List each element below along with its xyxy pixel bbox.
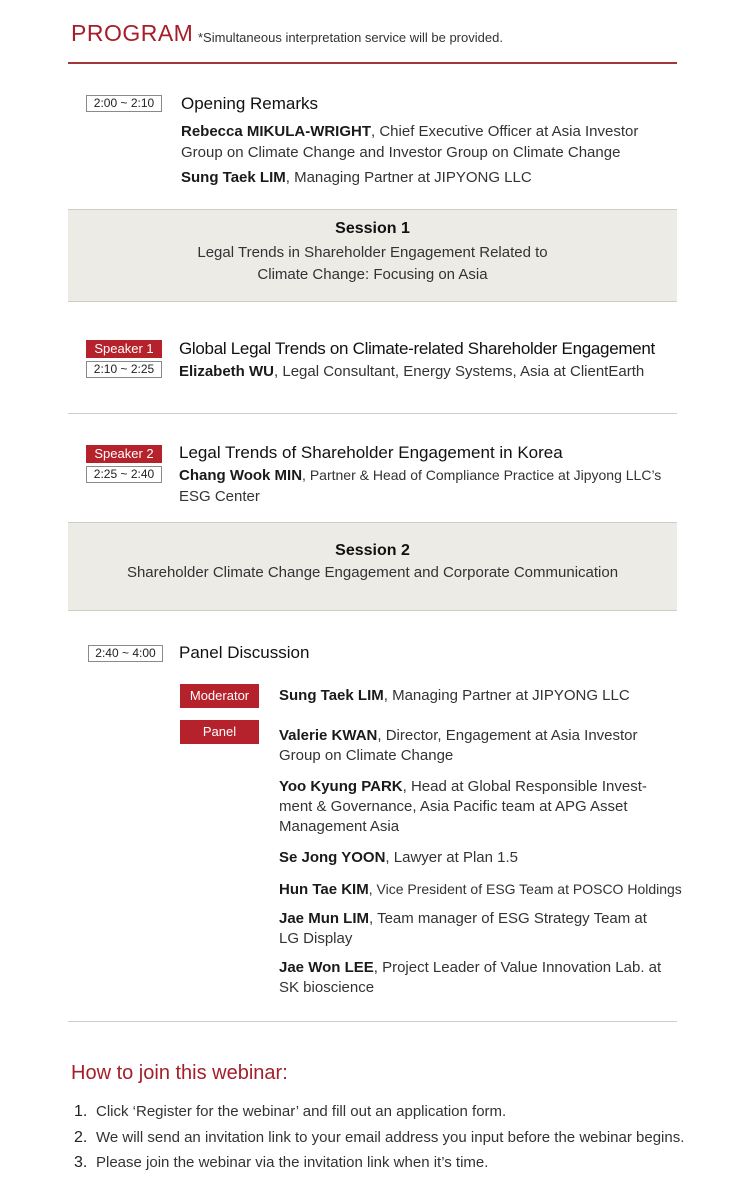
time-badge-talk-1: 2:10 ~ 2:25 (86, 361, 162, 378)
join-step-3: 3. Please join the webinar via the invitation link when it’s time. (74, 1154, 489, 1171)
panelist-entry: Yoo Kyung PARK, Head at Global Responsible Invest- ment & Governance, Asia Pacific team at APG Asset Management Asia (279, 778, 647, 835)
panel-title: Panel Discussion (179, 643, 310, 662)
session-1-title: Session 1 (335, 220, 410, 237)
interpretation-note: *Simultaneous interpretation service will be provided. (198, 30, 503, 45)
header-divider (68, 62, 677, 64)
time-badge-opening: 2:00 ~ 2:10 (86, 95, 162, 112)
how-to-join-heading: How to join this webinar: (71, 1062, 288, 1084)
talk-2-speaker: Chang Wook MIN, Partner & Head of Compliance Practice at Jipyong LLC’s ESG Center (179, 467, 662, 505)
section-divider (68, 1021, 677, 1022)
session-2-subtitle: Shareholder Climate Change Engagement and Corporate Communication (126, 564, 619, 581)
moderator-label: Moderator (180, 684, 259, 708)
speaker-2-badge: Speaker 2 (86, 445, 162, 463)
speaker-role: , Chief Executive Officer at Asia Investor (371, 123, 639, 140)
program-heading: PROGRAM (71, 20, 194, 46)
panel-label: Panel (180, 720, 259, 744)
panelist-entry: Se Jong YOON, Lawyer at Plan 1.5 (279, 849, 518, 866)
talk-1-speaker: Elizabeth WU, Legal Consultant, Energy Systems, Asia at ClientEarth (179, 363, 645, 380)
talk-1-title: Global Legal Trends on Climate-related Shareholder Engagement (179, 339, 655, 358)
opening-title: Opening Remarks (181, 94, 319, 113)
time-badge-talk-2: 2:25 ~ 2:40 (86, 466, 162, 483)
session-1-banner (68, 209, 677, 302)
join-step-1: 1. Click ‘Register for the webinar’ and fill out an application form. (74, 1103, 507, 1120)
panelist-entry: Jae Won LEE, Project Leader of Value Innovation Lab. at SK bioscience (279, 959, 662, 996)
join-step-2: 2. We will send an invitation link to your email address you input before the webinar begins. (74, 1129, 685, 1146)
speaker-role: , Managing Partner at JIPYONG LLC (285, 169, 532, 186)
speaker-name: Sung Taek LIM (181, 169, 286, 186)
time-badge-panel: 2:40 ~ 4:00 (88, 645, 163, 662)
panelist-entry: Jae Mun LIM, Team manager of ESG Strategy Team at LG Display (279, 910, 647, 947)
opening-speaker-1 (181, 121, 671, 163)
panelist-entry: Valerie KWAN, Director, Engagement at Asia Investor Group on Climate Change (279, 727, 638, 764)
speaker-name: Rebecca MIKULA-WRIGHT (181, 123, 372, 140)
panelist-entry: Hun Tae KIM, Vice President of ESG Team at POSCO Holdings (279, 881, 682, 898)
section-divider (68, 413, 677, 414)
speaker-role-cont: Group on Climate Change and Investor Group on Climate Change (181, 144, 621, 161)
session-1-subtitle: Legal Trends in Shareholder Engagement Related to Climate Change: Focusing on Asia (197, 244, 548, 283)
speaker-1-badge: Speaker 1 (86, 340, 162, 358)
talk-2-title: Legal Trends of Shareholder Engagement in Korea (179, 443, 563, 462)
session-2-title: Session 2 (335, 542, 410, 559)
moderator-entry: Sung Taek LIM, Managing Partner at JIPYONG LLC (279, 687, 630, 704)
opening-speaker-2 (181, 167, 532, 188)
session-2-banner (68, 522, 677, 611)
